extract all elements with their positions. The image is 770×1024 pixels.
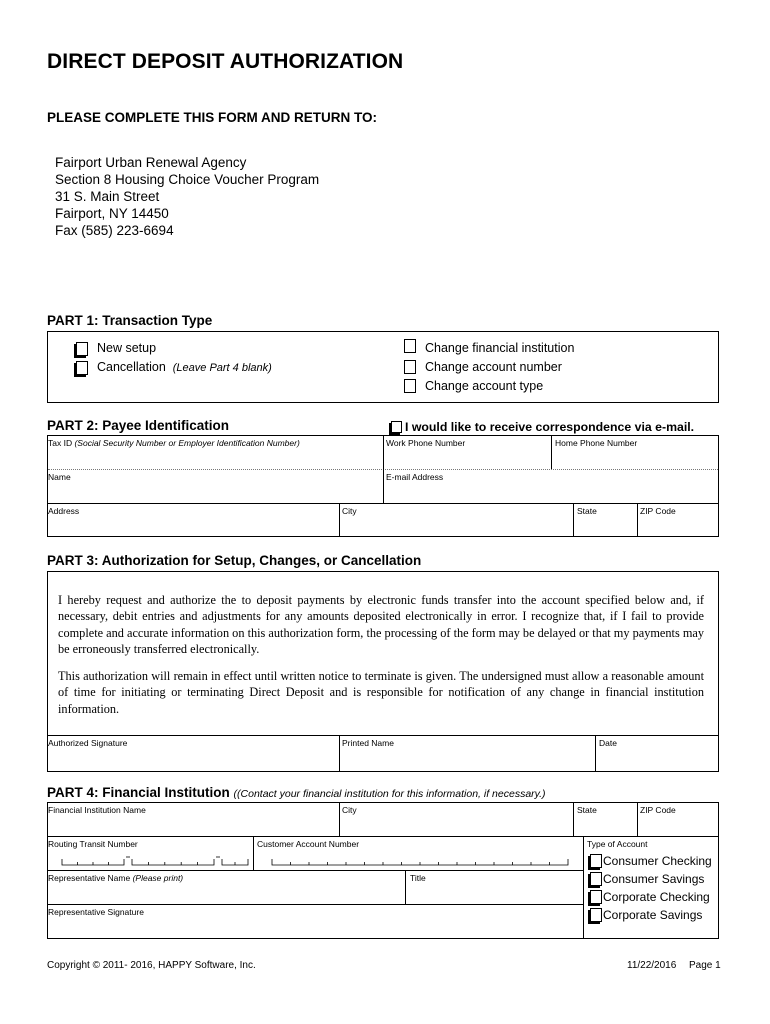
divider <box>405 870 406 904</box>
cancellation-label <box>97 360 272 374</box>
divider <box>573 802 574 836</box>
consumer-checking-checkbox[interactable] <box>590 854 602 868</box>
routing-number-label: Routing Transit Number <box>48 839 138 849</box>
divider <box>383 435 384 503</box>
rep-signature-label: Representative Signature <box>48 907 144 917</box>
page-number: Page 1 <box>689 960 721 971</box>
return-address <box>55 154 319 239</box>
work-phone-label: Work Phone Number <box>386 438 466 448</box>
part1-heading: PART 1: Transaction Type <box>47 313 213 328</box>
tax-id-label <box>48 438 300 448</box>
form-title: DIRECT DEPOSIT AUTHORIZATION <box>47 50 404 73</box>
rep-name-text: Representative Name <box>48 873 131 883</box>
institution-state-label: State <box>577 805 597 815</box>
title-label: Title <box>410 873 426 883</box>
institution-zip-label: ZIP Code <box>640 805 676 815</box>
change-account-type-checkbox[interactable] <box>404 379 416 393</box>
divider <box>47 836 719 837</box>
address-line: Fax (585) 223-6694 <box>55 223 174 238</box>
divider <box>253 836 254 870</box>
institution-name-label: Financial Institution Name <box>48 805 146 815</box>
email-pref-checkbox[interactable] <box>391 421 402 433</box>
tax-id-note: (Social Security Number or Employer Identification Number) <box>74 438 300 448</box>
account-number-field[interactable] <box>270 853 570 867</box>
divider <box>637 802 638 836</box>
form-subtitle: PLEASE COMPLETE THIS FORM AND RETURN TO: <box>47 110 378 125</box>
account-type-label: Type of Account <box>587 839 648 849</box>
corporate-checking-checkbox[interactable] <box>590 890 602 904</box>
address-line: 31 S. Main Street <box>55 189 160 204</box>
divider <box>595 735 596 772</box>
divider <box>551 435 552 469</box>
cancellation-note: (Leave Part 4 blank) <box>172 362 272 374</box>
part4-heading-text: PART 4: Financial Institution <box>47 785 230 800</box>
part3-heading: PART 3: Authorization for Setup, Changes, or Cancellation <box>47 553 422 568</box>
corporate-savings-checkbox[interactable] <box>590 908 602 922</box>
address-label: Address <box>48 506 80 516</box>
footer-date: 11/22/2016 <box>627 960 677 971</box>
cancellation-checkbox[interactable] <box>76 361 88 375</box>
consumer-savings-checkbox[interactable] <box>590 872 602 886</box>
consumer-checking-label: Consumer Checking <box>603 854 712 868</box>
authorized-signature-label: Authorized Signature <box>48 738 128 748</box>
new-setup-label: New setup <box>97 341 157 355</box>
name-label: Name <box>48 472 71 482</box>
change-institution-label: Change financial institution <box>425 341 575 355</box>
divider <box>583 836 584 939</box>
change-account-number-label: Change account number <box>425 360 562 374</box>
new-setup-checkbox[interactable] <box>76 342 88 356</box>
divider <box>339 735 340 772</box>
divider <box>47 503 719 504</box>
account-number-label: Customer Account Number <box>257 839 360 849</box>
change-institution-checkbox[interactable] <box>404 339 416 353</box>
divider <box>47 870 583 871</box>
divider <box>573 503 574 537</box>
address-line: Fairport, NY 14450 <box>55 206 169 221</box>
home-phone-label: Home Phone Number <box>555 438 638 448</box>
rep-name-note: (Please print) <box>132 873 184 883</box>
date-label: Date <box>599 738 617 748</box>
email-pref-label: I would like to receive correspondence via e-mail. <box>405 420 695 434</box>
part4-heading-note: ((Contact your financial institution for this information, if necessary.) <box>233 788 546 800</box>
state-label: State <box>577 506 597 516</box>
consumer-savings-label: Consumer Savings <box>603 872 705 886</box>
address-line: Section 8 Housing Choice Voucher Program <box>55 172 320 187</box>
part4-heading <box>47 785 546 800</box>
divider <box>47 904 583 905</box>
rep-name-label <box>48 873 183 883</box>
part2-heading: PART 2: Payee Identification <box>47 418 230 433</box>
copyright-notice: Copyright © 2011- 2016, HAPPY Software, Inc. <box>47 960 256 971</box>
city-label: City <box>342 506 357 516</box>
email-label: E-mail Address <box>386 472 444 482</box>
tax-id-text: Tax ID <box>48 438 73 448</box>
authorization-paragraph-2: This authorization will remain in effect until written notice to terminate is given. The undersigned must allow a reasonable amount of time for initiating or terminating Direct Deposit and is responsible for notification of any change in financial institution information. <box>58 669 704 716</box>
divider <box>339 802 340 836</box>
corporate-checking-label: Corporate Checking <box>603 890 710 904</box>
authorization-paragraph-1: I hereby request and authorize the to deposit payments by electronic funds transfer into the account specified below and, if necessary, debit entries and adjustments for any amounts deposited electronically in error. I recognize that, if I fail to provide complete and accurate information on this authorization form, the processing of the form may be delayed or that my payments may be erroneously transferred electronically. <box>58 593 704 656</box>
cancellation-text: Cancellation <box>97 360 166 374</box>
address-line: Fairport Urban Renewal Agency <box>55 155 247 170</box>
change-account-type-label: Change account type <box>425 379 544 393</box>
institution-city-label: City <box>342 805 357 815</box>
routing-number-field[interactable] <box>60 853 250 867</box>
divider <box>637 503 638 537</box>
divider <box>339 503 340 537</box>
zip-label: ZIP Code <box>640 506 676 516</box>
printed-name-label: Printed Name <box>342 738 394 748</box>
corporate-savings-label: Corporate Savings <box>603 908 703 922</box>
divider <box>47 735 719 736</box>
change-account-number-checkbox[interactable] <box>404 360 416 374</box>
